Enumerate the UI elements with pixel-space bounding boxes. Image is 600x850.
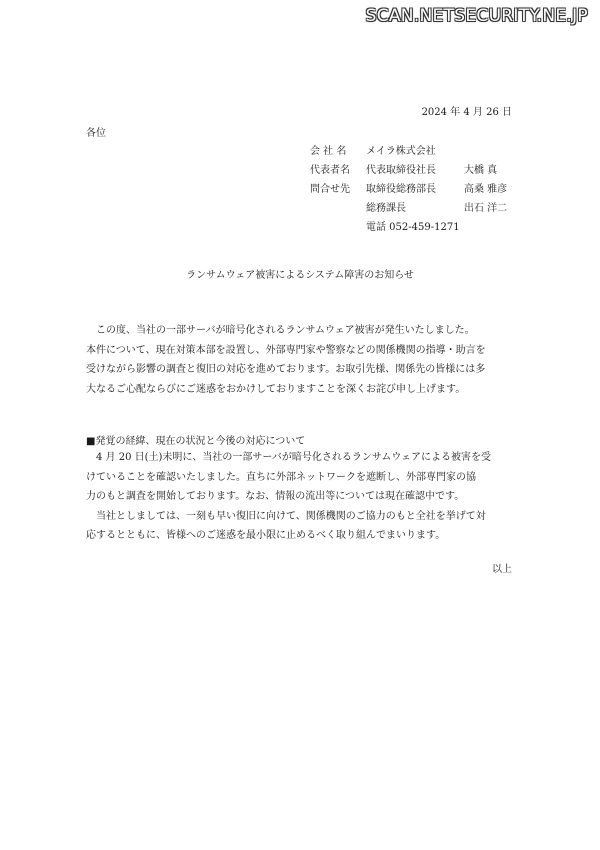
representative-label: 代表者名: [310, 165, 350, 176]
intro-paragraph: [86, 321, 526, 399]
section-paragraph: [86, 448, 526, 546]
contact2-title: 総務課長: [366, 203, 406, 214]
section-line: 当社としましては、一刻も早い復旧に向けて、関係機関のご協力のもと全社を挙げて対: [86, 510, 486, 522]
contact-label: 問合せ先: [310, 184, 350, 195]
document-date: 2024 年 4 月 26 日: [421, 107, 512, 118]
document-title: ランサムウェア被害によるシステム障害のお知らせ: [186, 270, 414, 281]
sender-block: [310, 140, 507, 235]
contact-row-2: [310, 197, 507, 216]
company-row: [310, 140, 507, 159]
site-watermark: SCAN.NETSECURITY.NE.JP: [365, 6, 588, 26]
contact2-name: 出石 洋二: [464, 203, 508, 214]
section-line: 力のもと調査を開始しております。なお、情報の流出等については現在確認中です。: [86, 491, 465, 502]
company-label: 会 社 名: [310, 146, 347, 157]
contact1-title: 取締役総務部長: [366, 184, 436, 195]
closing-remark: 以上: [492, 564, 512, 575]
section-heading: ■発覚の経緯、現在の状況と今後の対応について: [86, 436, 306, 447]
contact-row-1: [310, 178, 507, 197]
section-line: 応するとともに、皆様へのご迷惑を最小限に止めるべく取り組んでまいります。: [86, 530, 446, 541]
phone-row: [310, 216, 507, 235]
section-line: けていることを確認いたしました。直ちに外部ネットワークを遮断し、外部専門家の協: [86, 471, 476, 483]
intro-line: 本件について、現在対策本部を設置し、外部専門家や警察などの関係機関の指導・助言を: [86, 344, 486, 356]
company-name: メイラ株式会社: [366, 146, 436, 157]
intro-line: 大なるご心配ならびにご迷惑をおかけしておりますことを深くお詫び申し上げます。: [86, 383, 466, 395]
phone-number: 電話 052-459-1271: [366, 222, 460, 233]
addressee: 各位: [86, 128, 106, 139]
intro-line: この度、当社の一部サーバが暗号化されるランサムウェア被害が発生いたしました。: [86, 325, 475, 336]
representative-title: 代表取締役社長: [366, 165, 436, 176]
contact1-name: 高桑 雅彦: [464, 184, 508, 195]
section-line: 4 月 20 日(土)未明に、当社の一部サーバが暗号化されるランサムウェアによる被害を受: [86, 452, 492, 463]
representative-row: [310, 159, 507, 178]
intro-line: 受けながら影響の調査と復旧の対応を進めております。お取引先様、関係先の皆様には多: [86, 364, 486, 375]
representative-name: 大橋 真: [464, 165, 498, 176]
